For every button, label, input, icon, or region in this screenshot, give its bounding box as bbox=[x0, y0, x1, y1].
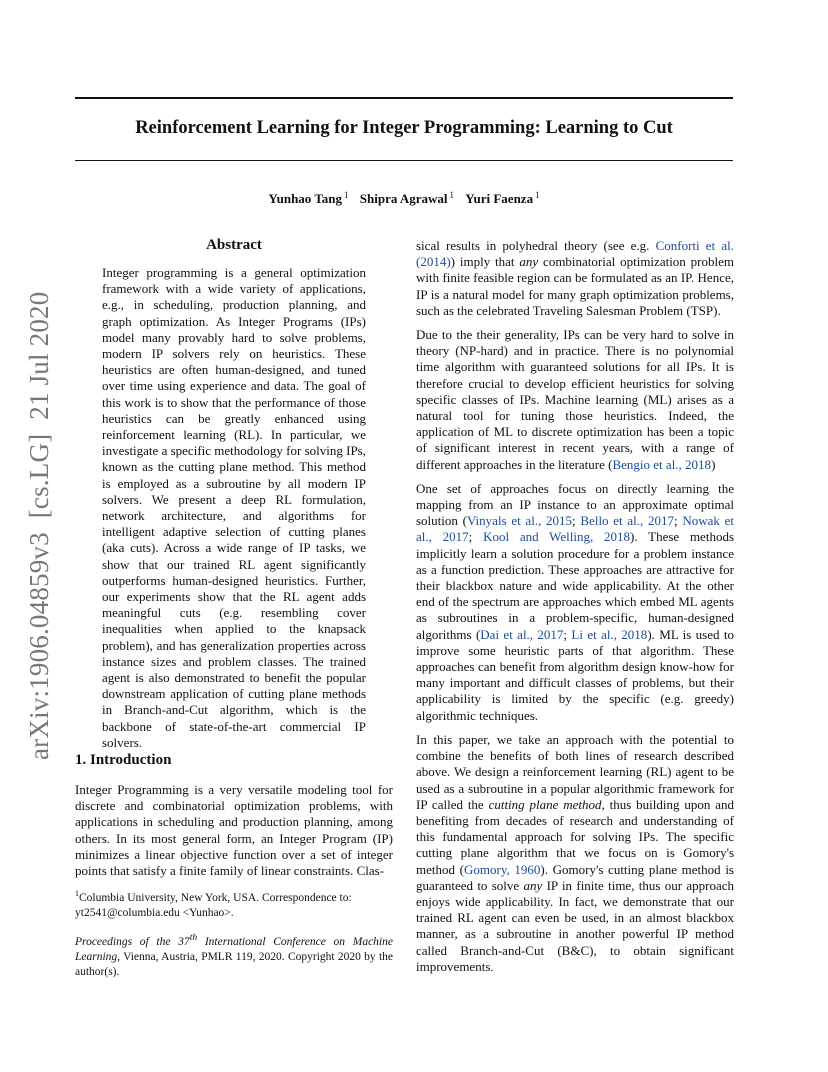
affiliation-footnote bbox=[75, 886, 393, 921]
author-affiliation-mark: 1 bbox=[535, 190, 540, 200]
citation-link[interactable]: Nowak et al., 2017 bbox=[416, 513, 734, 545]
proceedings-venue-a: Proceedings of the 37 bbox=[75, 935, 190, 948]
proceedings-copyright: , Vienna, Austria, PMLR 119, 2020. Copyright 2020 by the author(s). bbox=[75, 950, 393, 978]
citation-link[interactable]: Dai et al., 2017 bbox=[480, 626, 564, 642]
arxiv-identifier: arXiv:1906.04859v3 [cs.LG] 21 Jul 2020 bbox=[24, 291, 54, 760]
author-affiliation-mark: 1 bbox=[449, 190, 455, 200]
right-column bbox=[416, 238, 734, 983]
intro-paragraph: Integer Programming is a very versatile modeling tool for discrete and combinatorial optimization problems, with applications in scheduling and production planning, among others. In its most general form, an Integer Program (IP) minimizes a linear objective function over a set of integer points that satisfy a finite family of linear constraints. Clas- bbox=[75, 782, 393, 879]
abstract-heading: Abstract bbox=[206, 237, 262, 253]
author-name: Shipra Agrawal bbox=[359, 191, 448, 207]
title-top-rule bbox=[75, 97, 733, 99]
proceedings-ordinal: th bbox=[189, 932, 198, 943]
author-affiliation-mark: 1 bbox=[344, 190, 349, 200]
footnote-text: Columbia University, New York, USA. Correspondence to: yt2541@columbia.edu <Yunhao>. bbox=[75, 891, 352, 919]
proceedings-venue-b: International Conference on Machine Learning bbox=[75, 935, 393, 963]
paper-title: Reinforcement Learning for Integer Programming: Learning to Cut bbox=[135, 118, 673, 138]
author bbox=[360, 191, 454, 206]
citation-link[interactable]: Kool and Welling, 2018 bbox=[483, 529, 631, 545]
section-heading-introduction: 1. Introduction bbox=[75, 752, 172, 768]
citation-link[interactable]: Bengio et al., 2018 bbox=[612, 456, 712, 472]
author-list bbox=[75, 190, 733, 207]
author-name: Yunhao Tang bbox=[268, 191, 343, 207]
citation-link[interactable]: Li et al., 2018 bbox=[571, 626, 648, 642]
paragraph: In this paper, we take an approach with the potential to combine the benefits of both lines of research described above. We design a reinforcement learning (RL) agent to be used as a subroutine in a popular algorithmic framework for IP called the cutting plane method, thus building upon and benefiting from decades of research and understanding of this fundamental approach for solving IPs. The specific cutting plane algorithm that we focus on is Gomory's method (Gomory, 1960). Gomory's cutting plane method is guaranteed to solve any IP in finite time, thus our approach enjoys wide applicability. In fact, we demonstrate that our trained RL agent can even be used, in an almost blackbox manner, as a subroutine in another powerful IP method called Branch-and-Cut (B&C), to obtain significant improvements. bbox=[416, 731, 734, 974]
paragraph: sical results in polyhedral theory (see e.g. Conforti et al. (2014)) imply that any combinatorial optimization problem with finite feasible region can be formulated as an IP. Hence, IP is a natural model for many graph optimization problems, such as the celebrated Traveling Salesman Problem (TSP). bbox=[416, 238, 734, 318]
citation-link[interactable]: Gomory, 1960 bbox=[464, 861, 541, 877]
citation-link[interactable]: Bello et al., 2017 bbox=[580, 513, 674, 529]
citation-link[interactable]: Vinyals et al., 2015 bbox=[466, 513, 573, 529]
paragraph: One set of approaches focus on directly learning the mapping from an IP instance to an approximate optimal solution (Vinyals et al., 2015; Bello et al., 2017; Nowak et al., 2017; Kool and Welling, 2018). These methods implicitly learn a solution procedure for a problem instance as a function prediction. These approaches are attractive for their blackbox nature and wide applicability. At the other end of the spectrum are approaches which embed ML agents as subroutines in a problem-specific, human-designed algorithms (Dai et al., 2017; Li et al., 2018). ML is used to improve some heuristic parts of that algorithm. These approaches can benefit from algorithm design know-how for many important and difficult classes of problems, but their applicability is limited by the specific (e.g. greedy) algorithmic techniques. bbox=[416, 480, 735, 723]
proceedings-note bbox=[75, 930, 393, 980]
author-name: Yuri Faenza bbox=[465, 191, 534, 207]
title-bottom-rule bbox=[75, 160, 733, 161]
author bbox=[465, 191, 539, 206]
citation-link[interactable]: Conforti et al. (2014) bbox=[416, 238, 734, 270]
abstract-text: Integer programming is a general optimization framework with a wide variety of applications, e.g., in scheduling, production planning, and graph optimization. As Integer Programs (IPs) model many provably hard to solve problems, modern IP solvers rely on heuristics. These heuristics are often human-designed, and tuned over time using experience and data. The goal of this work is to show that the performance of those heuristics can be greatly enhanced using reinforcement learning (RL). In particular, we investigate a specific methodology for solving IPs, known as the cutting plane method. This method is employed as a subroutine by all modern IP solvers. We present a deep RL formulation, network architecture, and algorithms for intelligent adaptive selection of cutting planes (aka cuts). Across a wide range of IP tasks, we show that our trained RL agent significantly outperforms human-designed heuristics. Further, our experiments show that the RL agent adds meaningful cuts (e.g. resembling cover inequalities when applied to the knapsack problem), and has generalization properties across instance sizes and problem classes. The trained agent is also demonstrated to benefit the popular downstream application of cutting plane methods in Branch-and-Cut algorithm, which is the backbone of state-of-the-art commercial IP solvers. bbox=[102, 265, 366, 750]
author bbox=[268, 191, 348, 206]
footnote-mark: 1 bbox=[75, 889, 79, 898]
paragraph: Due to the their generality, IPs can be very hard to solve in theory (NP-hard) and in practice. There is no polynomial time algorithm with guaranteed solutions for all IPs. It is therefore crucial to develop efficient heuristics for solving specific classes of IPs. Machine learning (ML) arises as a natural tool for tuning those heuristics. Indeed, the application of ML to discrete optimization has been a topic of significant interest in recent years, with a range of different approaches in the literature (Bengio et al., 2018) bbox=[416, 327, 734, 472]
